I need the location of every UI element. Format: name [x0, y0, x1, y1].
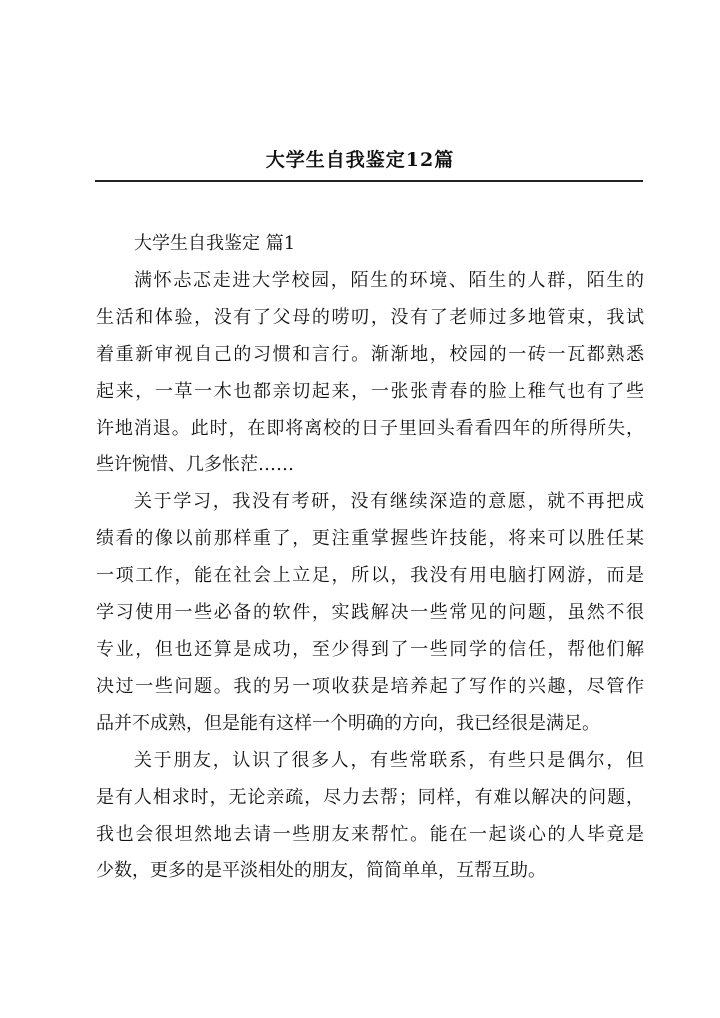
text-line: 决过一些问题。我的另一项收获是培养起了写作的兴趣，尽管作: [96, 675, 644, 697]
text-line: 是有人相求时，无论亲疏，尽力去帮；同样，有难以解决的问题，: [96, 786, 644, 808]
text-line: 着重新审视自己的习惯和言行。渐渐地，校园的一砖一瓦都熟悉: [96, 343, 644, 365]
text-line: 许地消退。此时，在即将离校的日子里回头看看四年的所得所失，: [96, 417, 644, 439]
paragraph-3: [96, 743, 644, 891]
text-line: 品并不成熟，但是能有这样一个明确的方向，我已经很是满足。: [96, 712, 600, 734]
text-line: 关于朋友，认识了很多人，有些常联系，有些只是偶尔，但: [134, 749, 644, 771]
text-line: 学习使用一些必备的软件，实践解决一些常见的问题，虽然不很: [96, 602, 644, 624]
text-line: 绩看的像以前那样重了，更注重掌握些许技能，将来可以胜任某: [96, 528, 644, 550]
paragraph-1: [96, 263, 644, 484]
text-line: 满怀忐忑走进大学校园，陌生的环境、陌生的人群，陌生的: [134, 269, 644, 291]
text-line: 生活和体验，没有了父母的唠叨，没有了老师过多地管束，我试: [96, 306, 644, 328]
text-line: 一项工作，能在社会上立足，所以，我没有用电脑打网游，而是: [96, 565, 644, 587]
document-body: [96, 226, 644, 890]
text-line: 关于学习，我没有考研，没有继续深造的意愿，就不再把成: [134, 491, 644, 513]
text-line: 专业，但也还算是成功，至少得到了一些同学的信任，帮他们解: [96, 638, 644, 660]
text-line: 起来，一草一木也都亲切起来，一张张青春的脸上稚气也有了些: [96, 380, 644, 402]
document-title: 大学生自我鉴定12篇: [265, 149, 455, 171]
section-heading: 大学生自我鉴定 篇1: [134, 233, 296, 254]
text-line: 少数，更多的是平淡相处的朋友，简简单单，互帮互助。: [96, 860, 546, 882]
text-line: 我也会很坦然地去请一些朋友来帮忙。能在一起谈心的人毕竟是: [96, 823, 644, 845]
paragraph-2: [96, 484, 644, 742]
text-line: 些许惋惜、几多怅茫……: [96, 454, 294, 476]
title-underline: [95, 180, 643, 182]
